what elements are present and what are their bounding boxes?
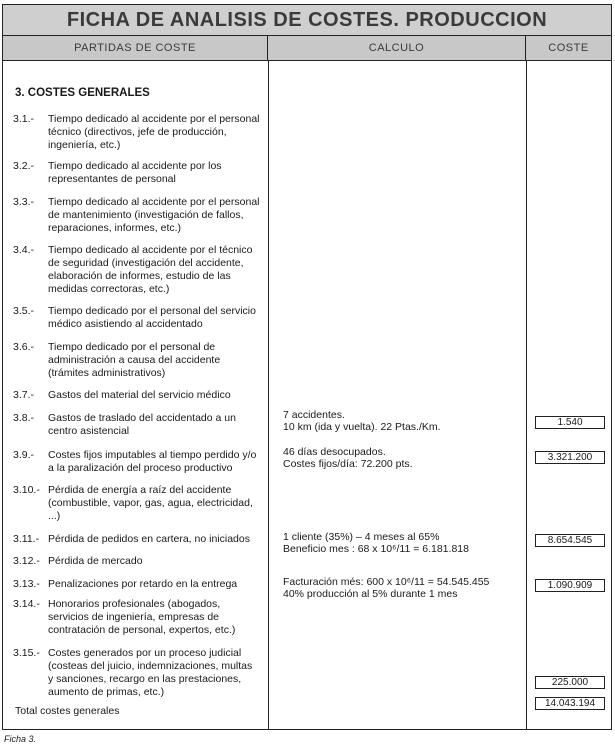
section-title: 3. COSTES GENERALES [15,87,150,99]
column-divider [268,61,269,729]
item-number: 3.6.- [13,341,35,353]
calc-3-13-line2: 40% producción al 5% durante 1 mes [283,588,458,600]
item-text: Tiempo dedicado por el personal de administración a causa del accidente (trámites administrativos) [48,341,221,379]
item-number: 3.7.- [13,389,35,401]
cost-value-3-15: 225.000 [535,676,605,689]
item-text: Costes fijos imputables al tiempo perdido y/o a la paralización del proceso productivo [48,449,257,474]
item-number: 3.3.- [13,196,35,208]
calc-3-13-line1: Facturación més: 600 x 10⁶/11 = 54.545.455 [283,576,490,588]
item-number: 3.8.- [13,412,35,424]
column-divider [526,61,527,729]
item-number: 3.12.- [13,555,40,567]
item-number: 3.5.- [13,305,35,317]
cost-value-3-9: 3.321.200 [535,451,605,464]
calc-3-9-line1: 46 días desocupados. [283,446,386,458]
calc-3-11-line1: 1 cliente (35%) – 4 meses al 65% [283,531,440,543]
figure-caption: Ficha 3. [4,734,37,744]
cost-total-value: 14.043.194 [535,697,605,710]
item-number: 3.4.- [13,244,35,256]
cost-value-3-11: 8.654.545 [535,534,605,547]
cost-analysis-sheet [2,4,612,730]
item-number: 3.14.- [13,598,40,610]
total-label: Total costes generales [15,705,120,717]
item-number: 3.9.- [13,449,35,461]
cost-value-3-8: 1.540 [535,416,605,429]
header-coste: COSTE [548,42,589,54]
item-text: Tiempo dedicado por el personal del servicio médico asistiendo al accidentado [48,305,256,330]
calc-3-8-line1: 7 accidentes. [283,409,345,421]
item-text: Tiempo dedicado al accidente por el personal técnico (directivos, jefe de producción, ingeniería, etc.) [48,113,260,151]
item-number: 3.11.- [13,533,40,545]
item-text: Penalizaciones por retardo en la entrega [48,578,238,590]
item-number: 3.13.- [13,578,40,590]
item-text: Pérdida de mercado [48,555,143,567]
item-text: Tiempo dedicado al accidente por los representantes de personal [48,160,222,185]
item-text: Pérdida de pedidos en cartera, no iniciados [48,533,250,545]
calc-3-11-line2: Beneficio mes : 68 x 10⁶/11 = 6.181.818 [283,543,469,555]
item-text: Tiempo dedicado al accidente por el técnico de seguridad (investigación del accidente, elaboración de informes, estudio de las medidas correctoras, etc.) [48,244,253,295]
item-text: Costes generados por un proceso judicial (costeas del juicio, indemnizaciones, multas y sanciones, recargo en las prestaciones, aumento de primas, etc.) [48,647,253,698]
item-number: 3.2.- [13,160,35,172]
item-number: 3.15.- [13,647,40,659]
cost-value-3-13: 1.090.909 [535,579,605,592]
table-header [3,36,611,61]
item-number: 3.10.- [13,484,40,496]
item-text: Gastos del material del servicio médico [48,389,231,401]
header-partidas: PARTIDAS DE COSTE [3,36,268,60]
item-text: Pérdida de energía a raíz del accidente (combustible, vapor, gas, agua, electricidad, ...) [48,484,253,522]
header-calculo: CALCULO [268,36,526,60]
calc-3-9-line2: Costes fijos/día: 72.200 pts. [283,458,413,470]
item-text: Honorarios profesionales (abogados, servicios de ingeniería, empresas de contratación de personal, expertos, etc.) [48,598,236,636]
item-text: Gastos de traslado del accidentado a un centro asistencial [48,412,236,437]
sheet-title: FICHA DE ANALISIS DE COSTES. PRODUCCION [3,5,611,36]
calc-3-8-line2: 10 km (ida y vuelta). 22 Ptas./Km. [283,421,441,433]
item-number: 3.1.- [13,113,35,125]
item-text: Tiempo dedicado al accidente por el personal de mantenimiento (investigación de fallos, reparaciones, informes, etc.) [48,196,260,234]
